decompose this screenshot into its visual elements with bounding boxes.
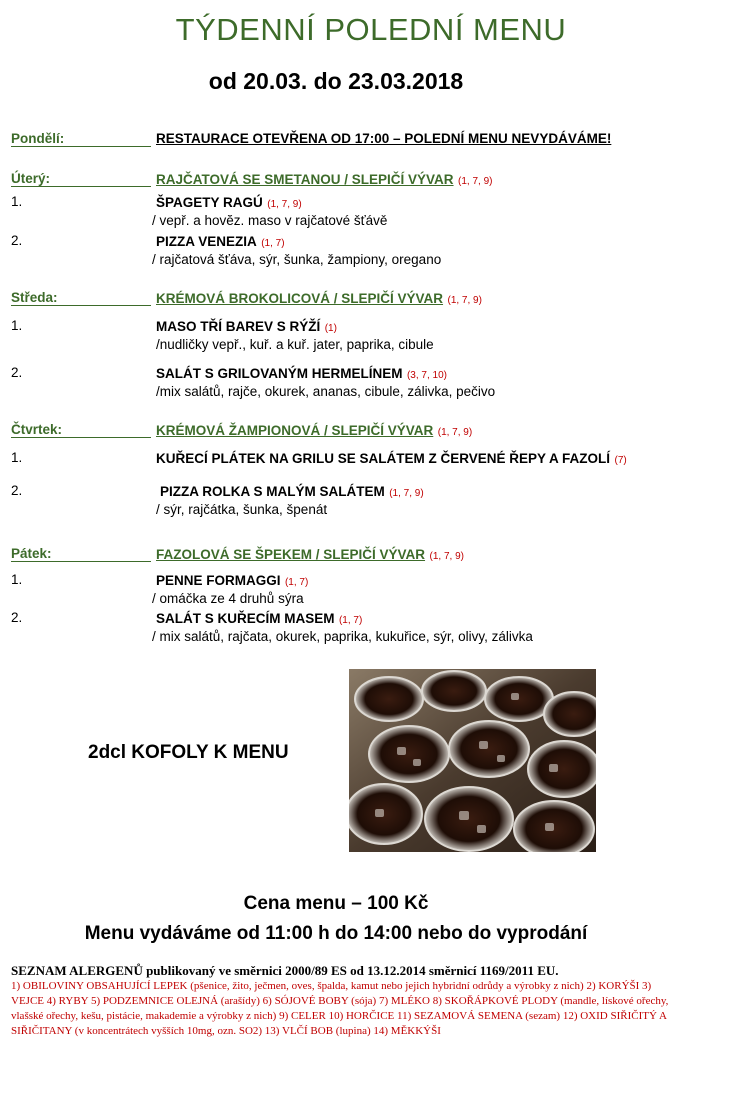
meal-name: PENNE FORMAGGI <box>156 573 281 588</box>
soup-allergens: (1, 7, 9) <box>447 295 482 306</box>
meal-thursday-2 <box>160 483 424 501</box>
meal-allergens: (1, 7) <box>284 577 309 588</box>
soup-name: FAZOLOVÁ SE ŠPEKEM / SLEPIČÍ VÝVAR <box>156 547 426 562</box>
soup-name: RAJČATOVÁ SE SMETANOU / SLEPIČÍ VÝVAR <box>156 172 454 187</box>
meal-thursday-1 <box>156 450 627 468</box>
page-title: TÝDENNÍ POLEDNÍ MENU <box>175 12 567 47</box>
soup-name: KRÉMOVÁ BROKOLICOVÁ / SLEPIČÍ VÝVAR <box>156 291 444 306</box>
serving-hours: Menu vydáváme od 11:00 h do 14:00 nebo do vyprodání <box>84 923 588 944</box>
soup-thursday <box>156 422 472 440</box>
allergen-list: 1) OBILOVINY OBSAHUJÍCÍ LEPEK (pšenice, žito, ječmen, oves, špalda, kamut nebo jejich hybridní odrůdy a výrobky z nich) 2) KORÝŠI 3) VEJCE 4) RYBY 5) PODZEMNICE OLEJNÁ (arašídy) 6) SÓJOVÉ BOBY (sója) 7) MLÉKO 8) SKOŘÁPKOVÉ PLODY (mandle, lískové ořechy, vlašské ořechy, kešu, pistácie, makademie a výrobky z nich) 9) CELER 10) HORČICE 11) SEZAMOVÁ SEMENA (sezam) 12) OXID SIŘIČITÝ A SIŘIČITANY (v koncentrátech vyšších 10mg, ozn. SO2) 13) VLČÍ BOB (lupina) 14) MĚKKÝŠI <box>11 980 669 1037</box>
day-label-wednesday: Středa: <box>11 290 151 306</box>
meal-number: 2. <box>11 365 23 380</box>
meal-name: MASO TŘÍ BAREV S RÝŽÍ <box>156 319 321 334</box>
kofola-promo: 2dcl KOFOLY K MENU <box>88 742 289 763</box>
meal-allergens: (1, 7, 9) <box>389 488 424 499</box>
meal-allergens: (1, 7, 9) <box>267 199 302 210</box>
meal-friday-1 <box>156 572 308 590</box>
meal-number: 2. <box>11 610 23 625</box>
meal-description: / mix salátů, rajčata, okurek, paprika, kukuřice, sýr, olivy, zálivka <box>152 629 533 644</box>
day-label-monday: Pondělí: <box>11 131 151 147</box>
soup-name: KRÉMOVÁ ŽAMPIONOVÁ / SLEPIČÍ VÝVAR <box>156 423 434 438</box>
meal-description: /nudličky vepř., kuř. a kuř. jater, paprika, cibule <box>156 337 434 352</box>
meal-description: / vepř. a hovĕz. maso v rajčatové šťávě <box>152 213 388 228</box>
meal-wednesday-2 <box>156 365 447 383</box>
meal-description: / omáčka ze 4 druhů sýra <box>152 591 304 606</box>
soup-tuesday <box>156 171 492 189</box>
day-label-thursday: Čtvrtek: <box>11 422 151 438</box>
meal-allergens: (1, 7) <box>338 615 363 626</box>
meal-allergens: (1, 7) <box>261 238 285 249</box>
meal-allergens: (7) <box>614 455 627 466</box>
menu-price: Cena menu – 100 Kč <box>243 893 429 914</box>
meal-wednesday-1 <box>156 318 337 336</box>
meal-number: 1. <box>11 318 23 333</box>
meal-allergens: (3, 7, 10) <box>406 370 447 381</box>
soup-allergens: (1, 7, 9) <box>429 551 464 562</box>
soup-allergens: (1, 7, 9) <box>437 427 473 438</box>
allergen-heading: SEZNAM ALERGENŮ publikovaný ve směrnici 2000/89 ES od 13.12.2014 směrnicí 1169/2011 EU. <box>11 963 559 978</box>
meal-name: PIZZA ROLKA S MALÝM SALÁTEM <box>160 484 385 499</box>
meal-name: ŠPAGETY RAGÚ <box>156 195 263 210</box>
meal-number: 2. <box>11 483 23 498</box>
soup-friday <box>156 546 464 564</box>
kofola-glasses-photo <box>349 669 596 852</box>
meal-name: KUŘECÍ PLÁTEK NA GRILU SE SALÁTEM Z ČERVENÉ ŘEPY A FAZOLÍ <box>156 451 611 466</box>
meal-description: / rajčatová šťáva, sýr, šunka, žampiony, oregano <box>152 252 442 267</box>
allergen-legend <box>11 963 671 1039</box>
meal-name: PIZZA VENEZIA <box>156 234 257 249</box>
meal-tuesday-1 <box>156 194 302 212</box>
meal-description: / sýr, rajčátka, šunka, špenát <box>156 502 328 517</box>
meal-number: 2. <box>11 233 23 248</box>
soup-allergens: (1, 7, 9) <box>458 176 493 187</box>
soup-wednesday <box>156 290 482 308</box>
meal-allergens: (1) <box>324 323 337 334</box>
day-label-friday: Pátek: <box>11 546 151 562</box>
meal-number: 1. <box>11 572 23 587</box>
meal-number: 1. <box>11 194 23 209</box>
meal-name: SALÁT S KUŘECÍM MASEM <box>156 611 335 626</box>
day-label-tuesday: Úterý: <box>11 171 151 187</box>
date-range: od 20.03. do 23.03.2018 <box>208 68 464 94</box>
monday-note: RESTAURACE OTEVŘENA OD 17:00 – POLEDNÍ MENU NEVYDÁVÁME! <box>156 131 612 146</box>
meal-name: SALÁT S GRILOVANÝM HERMELÍNEM <box>156 366 403 381</box>
meal-tuesday-2 <box>156 233 285 251</box>
meal-description: /mix salátů, rajče, okurek, ananas, cibule, zálivka, pečivo <box>156 384 496 399</box>
meal-friday-2 <box>156 610 362 628</box>
meal-number: 1. <box>11 450 23 465</box>
